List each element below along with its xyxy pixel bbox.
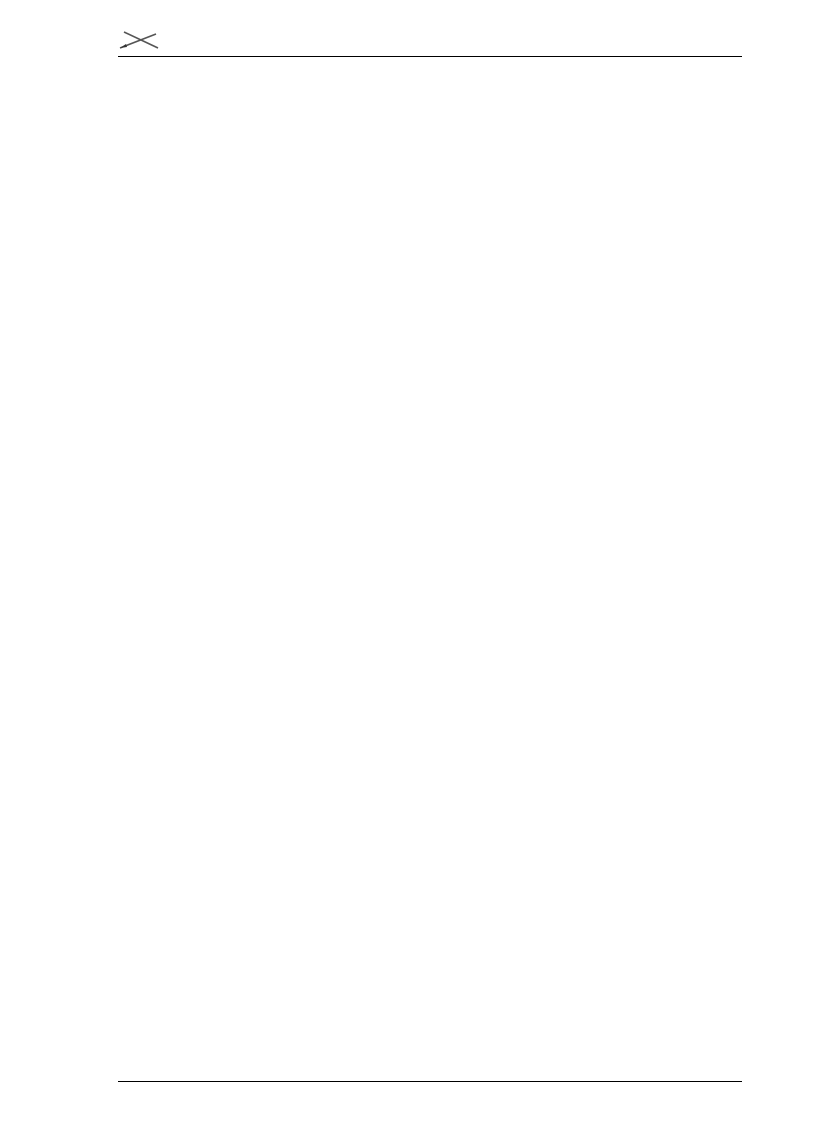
page-footer bbox=[118, 1081, 742, 1122]
footer-page bbox=[692, 1088, 712, 1105]
page-header bbox=[118, 26, 742, 57]
pen-crossed-logo-icon bbox=[118, 26, 168, 54]
